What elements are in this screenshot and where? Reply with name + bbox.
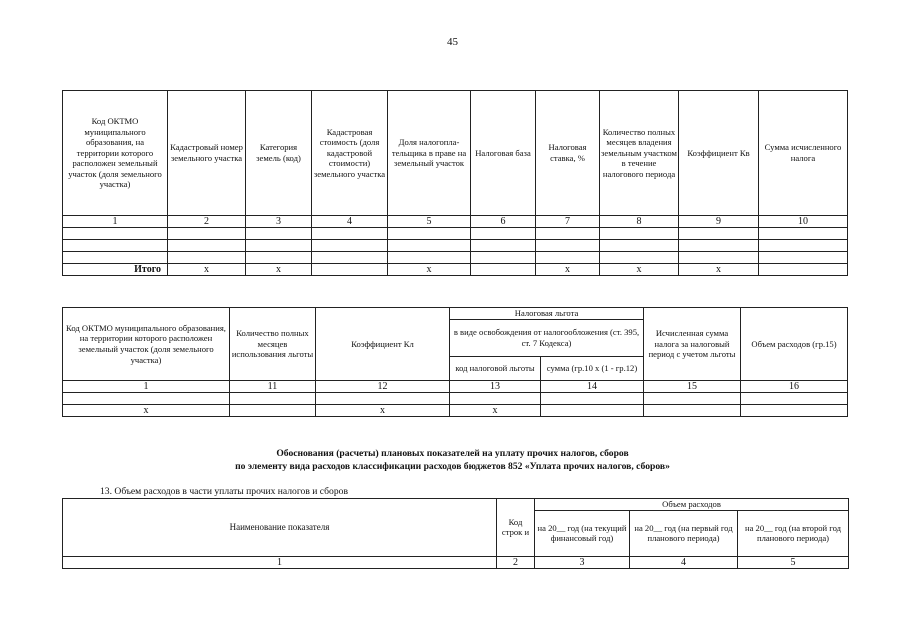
col-num: 4 (630, 556, 738, 568)
col-num: 4 (312, 216, 388, 228)
col-num: 1 (63, 556, 497, 568)
header-cadastral-number: Кадастровый номер земельного участка (168, 91, 246, 216)
col-num: 3 (246, 216, 312, 228)
header-year-first: на 20__ год (на первый год планового периода) (630, 510, 738, 556)
total-cell (471, 264, 536, 276)
col-num: 12 (316, 381, 450, 393)
table-header-row (63, 91, 848, 216)
section-heading-line2: по элементу вида расходов классификации расходов бюджетов 852 «Уплата прочих налогов, сборов» (235, 461, 670, 472)
col-num: 15 (644, 381, 741, 393)
col-num: 6 (471, 216, 536, 228)
col-num: 11 (230, 381, 316, 393)
total-label: Итого (63, 264, 168, 276)
total-cell (312, 264, 388, 276)
table-row (63, 393, 848, 405)
x-cell (541, 405, 644, 417)
total-cell: x (600, 264, 679, 276)
header-year-current: на 20__ год (на текущий финансовый год) (535, 510, 630, 556)
col-num: 1 (63, 216, 168, 228)
header-exemption: в виде освобождения от налогообложения (ст. 395, ст. 7 Кодекса) (450, 320, 644, 357)
col-num: 2 (497, 556, 535, 568)
total-cell: x (388, 264, 471, 276)
table-row (63, 228, 848, 240)
header-expense-volume: Объем расходов (535, 499, 849, 511)
header-tax-sum: Сумма исчисленного налога (759, 91, 848, 216)
col-num: 8 (600, 216, 679, 228)
total-cell: x (536, 264, 600, 276)
x-cell (644, 405, 741, 417)
tax-benefit-table (62, 307, 848, 417)
col-num: 7 (536, 216, 600, 228)
header-taxpayer-share: Доля налогопла-тельщика в праве на земельный участок (388, 91, 471, 216)
header-benefit-code: код налоговой льготы (450, 357, 541, 381)
x-cell (741, 405, 848, 417)
table-header-row (63, 308, 848, 320)
page-number: 45 (447, 36, 458, 48)
col-num: 5 (388, 216, 471, 228)
header-calc-sum: Исчисленная сумма налога за налоговый период с учетом льготы (644, 308, 741, 381)
column-number-row (63, 216, 848, 228)
header-months: Количество полных месяцев использования льготы (230, 308, 316, 381)
header-benefit-sum: сумма (гр.10 x (1 - гр.12) (541, 357, 644, 381)
table-header-row (63, 499, 849, 511)
total-row (63, 264, 848, 276)
section-heading-line1: Обоснования (расчеты) плановых показателей на уплату прочих налогов, сборов (276, 448, 629, 459)
col-num: 5 (738, 556, 849, 568)
header-coefficient-kv: Коэффициент Кв (679, 91, 759, 216)
header-tax-benefit: Налоговая льгота (450, 308, 644, 320)
x-row (63, 405, 848, 417)
col-num: 10 (759, 216, 848, 228)
header-volume: Объем расходов (гр.15) (741, 308, 848, 381)
col-num: 16 (741, 381, 848, 393)
header-tax-rate: Налоговая ставка, % (536, 91, 600, 216)
header-cadastral-value: Кадастровая стоимость (доля кадастровой стоимости) земельного участка (312, 91, 388, 216)
col-num: 3 (535, 556, 630, 568)
col-num: 14 (541, 381, 644, 393)
column-number-row (63, 381, 848, 393)
header-tax-base: Налоговая база (471, 91, 536, 216)
header-oktmo: Код ОКТМО муниципального образования, на территории которого расположен земельный участок (доля земельного участка) (63, 91, 168, 216)
x-cell (230, 405, 316, 417)
header-coefficient-kl: Коэффициент Кл (316, 308, 450, 381)
header-year-second: на 20__ год (на второй год планового периода) (738, 510, 849, 556)
header-land-category: Категория земель (код) (246, 91, 312, 216)
x-cell: x (450, 405, 541, 417)
header-oktmo: Код ОКТМО муниципального образования, на территории которого расположен земельный участок (доля земельного участка) (63, 308, 230, 381)
total-cell: x (246, 264, 312, 276)
header-months: Количество полных месяцев владения земельным участком в течение налогового периода (600, 91, 679, 216)
other-taxes-table (62, 498, 849, 569)
section-13-label: 13. Объем расходов в части уплаты прочих налогов и сборов (100, 486, 348, 497)
col-num: 9 (679, 216, 759, 228)
header-row-code: Код строк и (497, 499, 535, 557)
col-num: 2 (168, 216, 246, 228)
column-number-row (63, 556, 849, 568)
x-cell: x (316, 405, 450, 417)
col-num: 13 (450, 381, 541, 393)
land-tax-table (62, 90, 848, 276)
x-cell: x (63, 405, 230, 417)
total-cell (759, 264, 848, 276)
table-row (63, 252, 848, 264)
total-cell: x (168, 264, 246, 276)
header-indicator-name: Наименование показателя (63, 499, 497, 557)
total-cell: x (679, 264, 759, 276)
col-num: 1 (63, 381, 230, 393)
table-row (63, 240, 848, 252)
